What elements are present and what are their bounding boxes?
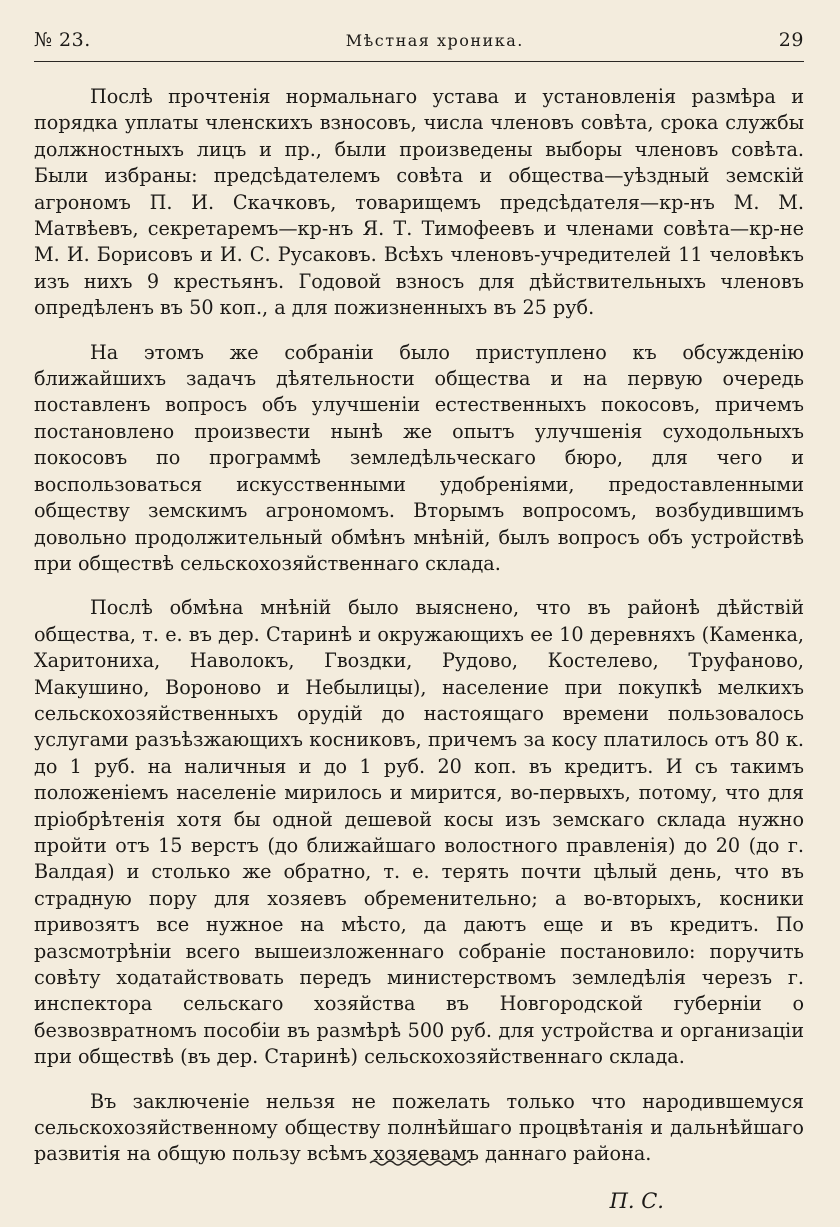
wavy-rule-ornament-icon [368, 1158, 472, 1168]
paragraph-4: Въ заключеніе нельзя не пожелать только что народившемуся сельскохозяйственному обществу полнѣйшаго процвѣтанія и дальнѣйшаго развитія на общую пользу всѣмъ хозяевамъ даннаго района. [34, 1089, 804, 1166]
header-rule [34, 61, 804, 62]
issue-number: № 23. [34, 29, 91, 51]
paragraph-1: Послѣ прочтенія нормальнаго устава и установленія размѣра и порядка уплаты членскихъ взносовъ, числа членовъ совѣта, срока службы должностныхъ лицъ и пр., были произведены выборы членовъ совѣта. Были избраны: предсѣдателемъ совѣта и общества—уѣздный земскій агрономъ П. И. Скачковъ, товарищемъ предсѣдателя—кр-нъ М. М. Матвѣевъ, секретаремъ—кр-нъ Я. Т. Тимофеевъ и членами совѣта—кр-не М. И. Борисовъ и И. С. Русаковъ. Всѣхъ членовъ-учредителей 11 человѣкъ изъ нихъ 9 крестьянъ. Годовой взносъ для дѣйствительныхъ членовъ опредѣленъ въ 50 коп., а для пожизненныхъ въ 25 руб. [34, 85, 804, 320]
running-head [34, 28, 804, 53]
article-body [34, 84, 804, 1168]
author-signature: П. С. [609, 1188, 664, 1213]
page-number: 29 [778, 29, 804, 51]
section-title: Мѣстная хроника. [345, 31, 524, 50]
paragraph-3: Послѣ обмѣна мнѣній было выяснено, что въ районѣ дѣйствій общества, т. е. въ дер. Старинѣ и окружающихъ ее 10 деревняхъ (Каменка, Харитониха, Наволокъ, Гвоздки, Рудово, Костелево, Труфаново, Макушино, Вороново и Небылицы), население при покупкѣ мелкихъ сельскохозяйственныхъ орудій до настоящаго времени пользовалось услугами разъѣзжающихъ косниковъ, причемъ за косу платилось отъ 80 к. до 1 руб. на наличныя и до 1 руб. 20 коп. въ кредитъ. И съ такимъ положеніемъ населеніе мирилось и мирится, во-первыхъ, потому, что для пріобрѣтенія хотя бы одной дешевой косы изъ земскаго склада нужно пройти отъ 15 верстъ (до ближайшаго волостного правленія) до 20 (до г. Валдая) и столько же обратно, т. е. терять почти цѣлый день, что въ страдную пору для хозяевъ обременительно; а во-вторыхъ, косники привозятъ все нужное на мѣсто, да даютъ еще и въ кредитъ. По разсмотрѣніи всего вышеизложеннаго собраніе постановило: поручить совѣту ходатайствовать передъ министерствомъ земледѣлія черезъ г. инспектора сельскаго хозяйства въ Новгородской губерніи о безвозвратномъ пособіи въ размѣрѣ 500 руб. для устройства и организаціи при обществѣ (въ дер. Старинѣ) сельскохозяйственнаго склада. [34, 596, 804, 1069]
paragraph-2: На этомъ же собраніи было приступлено къ обсужденію ближайшихъ задачъ дѣятельности общества и на первую очередь поставленъ вопросъ объ улучшеніи естественныхъ покосовъ, причемъ постановлено произвести нынѣ же опытъ улучшенія суходольныхъ покосовъ по программѣ земледѣльческаго бюро, для чего и воспользоваться искусственными удобреніями, предоставленными обществу земскимъ агрономомъ. Вторымъ вопросомъ, возбудившимъ довольно продолжительный обмѣнъ мнѣній, былъ вопросъ объ устройствѣ при обществѣ сельскохозяйственнаго склада. [34, 340, 804, 575]
